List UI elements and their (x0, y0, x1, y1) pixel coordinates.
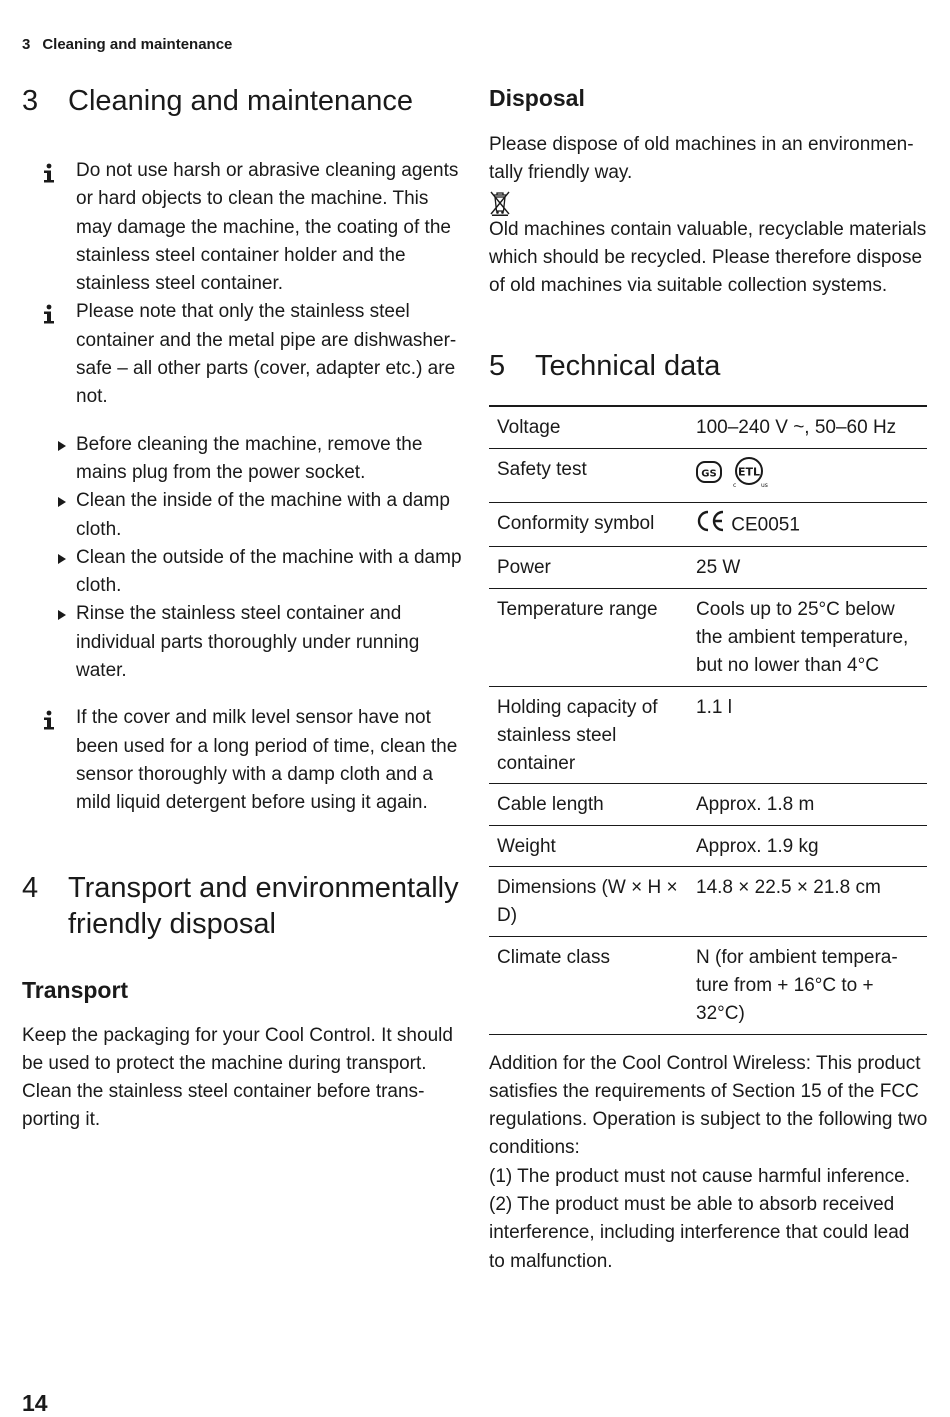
bullet-arrow-icon (22, 431, 76, 488)
table-row (489, 686, 927, 784)
bullet-arrow-icon (22, 600, 76, 685)
info-note-text: If the cover and milk level sensor have not been used for a long period of time, clean the sensor thoroughly with a damp cloth and a mild liquid detergent before using it again. (76, 707, 458, 814)
transport-heading: Transport (22, 976, 129, 1003)
svg-text:ETL: ETL (738, 465, 761, 479)
row-value: N (for ambient temperature from + 16°C to + 32°C) (688, 936, 927, 1034)
running-header-title: Cleaning and maintenance (42, 36, 233, 53)
info-note (22, 298, 462, 411)
section-3-number: 3 (22, 85, 39, 117)
fcc-condition-1: (1) The product must not cause harmful inference. (489, 1165, 911, 1187)
table-row (489, 588, 927, 686)
info-note (22, 157, 462, 298)
fcc-condition-2: (2) The product must be able to absorb received interference, including interference that could lead to malfunction. (489, 1194, 910, 1272)
transport-text: Keep the packaging for your Cool Control. It should be used to protect the machine during transport. Clean the stainless steel container before transporting it. (22, 1024, 453, 1131)
row-value: 14.8 × 22.5 × 21.8 cm (688, 867, 927, 937)
technical-data-table (489, 405, 927, 1034)
step-text: Before cleaning the machine, remove the mains plug from the power socket. (76, 433, 423, 483)
step-item (22, 487, 462, 544)
section-3-title: Cleaning and maintenance (68, 85, 414, 117)
step-text: Rinse the stainless steel container and individual parts thoroughly under running water. (76, 603, 420, 682)
table-row (489, 448, 927, 502)
row-label: Voltage (489, 406, 688, 448)
row-value: 25 W (688, 547, 927, 588)
table-row (489, 867, 927, 937)
step-item (22, 431, 462, 488)
table-row (489, 547, 927, 588)
cleaning-steps (22, 431, 462, 686)
table-row (489, 936, 927, 1034)
table-row (489, 503, 927, 547)
info-note (22, 704, 462, 817)
running-header-number: 3 (22, 36, 31, 53)
row-label: Conformity symbol (489, 503, 688, 547)
ce-mark-icon (696, 510, 726, 541)
disposal-text: Please dispose of old machines in an environmentally friendly way. (489, 134, 914, 184)
info-icon (22, 704, 76, 817)
svg-text:GS: GS (701, 468, 717, 480)
section-5-heading (489, 348, 929, 384)
svg-text:us: us (761, 481, 769, 488)
bullet-arrow-icon (22, 487, 76, 544)
section-4-number: 4 (22, 871, 39, 904)
row-label: Cable length (489, 784, 688, 825)
table-row (489, 784, 927, 825)
etl-mark-icon (727, 456, 771, 497)
section-3-heading (22, 83, 462, 119)
safety-marks (688, 448, 927, 502)
disposal-text-2: Old machines contain valuable, recyclable materials which should be recycled. Please therefore dispose of old machines via suitable collection systems. (489, 218, 927, 297)
section-5-number: 5 (489, 350, 506, 383)
step-item (22, 544, 462, 601)
fcc-text: Addition for the Cool Control Wireless: This product satisfies the requirements of Section 15 of the FCC regulations. Operation is subject to the following two conditions: (489, 1052, 928, 1159)
row-label: Holding capacity of stainless steel container (489, 686, 688, 784)
svg-text:c: c (733, 481, 737, 488)
bullet-arrow-icon (22, 544, 76, 601)
table-row (489, 406, 927, 448)
section-5-title: Technical data (535, 350, 721, 383)
row-value: 100–240 V ~, 50–60 Hz (688, 406, 927, 448)
row-label: Power (489, 547, 688, 588)
page-number: 14 (22, 1390, 48, 1416)
row-value: Cools up to 25°C below the ambient temperature, but no lower than 4°C (688, 588, 927, 686)
conformity-code: CE0051 (731, 514, 800, 536)
row-value: Approx. 1.8 m (688, 784, 927, 825)
step-text: Clean the outside of the machine with a damp cloth. (76, 546, 462, 597)
section-4-title: Transport and environmentally friendly disposal (68, 871, 459, 940)
weee-bin-icon (489, 188, 929, 216)
row-label: Dimensions (W × H × D) (489, 867, 688, 937)
row-value: 1.1 l (688, 686, 927, 784)
table-row (489, 825, 927, 866)
conformity-value (688, 503, 927, 547)
section-4-heading (22, 870, 462, 942)
row-value: Approx. 1.9 kg (688, 825, 927, 866)
info-icon (22, 157, 76, 298)
info-note-text: Do not use harsh or abrasive cleaning agents or hard objects to clean the machine. This may damage the machine, the coating of the stainless steel container holder and the stainless steel container. (76, 160, 459, 295)
cleaning-notes (22, 157, 462, 412)
step-item (22, 600, 462, 685)
row-label: Temperature range (489, 588, 688, 686)
left-column (22, 80, 462, 1135)
row-label: Weight (489, 825, 688, 866)
info-note-text: Please note that only the stainless steel container and the metal pipe are dishwasher-safe – all other parts (cover, adapter etc.) are not. (76, 301, 457, 408)
gs-mark-icon (696, 461, 722, 492)
disposal-heading: Disposal (489, 85, 585, 111)
row-label: Climate class (489, 936, 688, 1034)
running-header (22, 36, 232, 53)
row-label: Safety test (489, 448, 688, 502)
info-icon (22, 298, 76, 411)
right-column (489, 80, 929, 1276)
step-text: Clean the inside of the machine with a damp cloth. (76, 490, 450, 540)
